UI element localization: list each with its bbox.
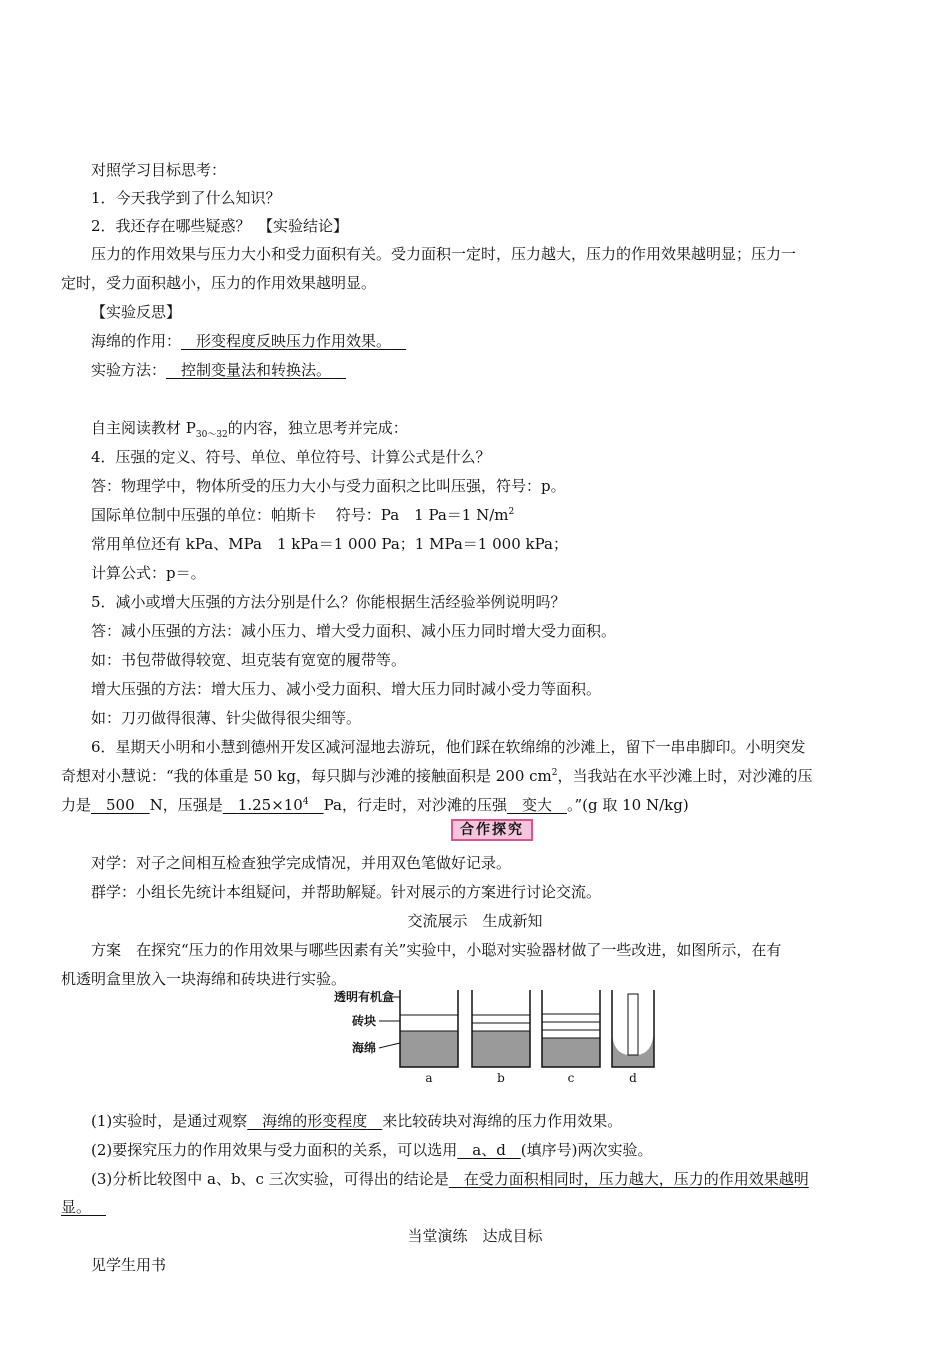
answer-choice: a、d bbox=[472, 1141, 506, 1159]
sponge-c bbox=[542, 1038, 600, 1067]
answer-deformation: 海绵的形变程度 bbox=[262, 1112, 368, 1130]
label-brick: 砖块 bbox=[352, 1014, 377, 1028]
example-increase: 如：刀刃做得很薄、针尖做得很尖细等。 bbox=[91, 709, 362, 727]
plan-line-1: 方案 在探究“压力的作用效果与哪些因素有关”实验中，小聪对实验器材做了一些改进，如图所示，在有 bbox=[91, 941, 782, 959]
pressure-answer: $1.25\times 10^4$ bbox=[237, 796, 309, 814]
section-heading-practice: 当堂演练 达成目标 bbox=[407, 1227, 543, 1245]
question-6-line-1: 6．星期天小明和小慧到德州开发区减河湿地去游玩，他们踩在软绵绵的沙滩上，留下一串串脚印。小明突发 bbox=[91, 738, 806, 756]
reflection-heading: 【实验反思】 bbox=[91, 303, 182, 321]
container-a bbox=[400, 990, 458, 1067]
example-reduce: 如：书包带做得较宽、坦克装有宽宽的履带等。 bbox=[91, 651, 407, 669]
conclusion-line-1: 压力的作用效果与压力大小和受力面积有关。受力面积一定时，压力越大，压力的作用效果越明显；压力一 bbox=[91, 245, 797, 263]
method-answer: 控制变量法和转换法。 bbox=[181, 361, 332, 379]
sub-question-1: (1)实验时，是通过观察 海绵的形变程度 来比较砖块对海绵的压力作用效果。 bbox=[91, 1112, 623, 1130]
sponge-role-label: 海绵的作用： bbox=[91, 332, 182, 350]
pair-study-line: 对学：对子之间相互检查独学完成情况，并用双色笔做好记录。 bbox=[91, 854, 512, 872]
sub-question-3-cont bbox=[61, 1197, 106, 1217]
brick-c2 bbox=[542, 1022, 600, 1030]
caption-d: d bbox=[629, 1071, 637, 1085]
question-5: 5．减小或增大压强的方法分别是什么？你能根据生活经验举例说明吗？ bbox=[91, 593, 566, 611]
brick-d bbox=[628, 994, 638, 1055]
question-2: 2．我还存在哪些疑惑？ 【实验结论】 bbox=[91, 217, 349, 235]
group-study-line: 群学：小组长先统计本组疑问，并帮助解疑。针对展示的方案进行讨论交流。 bbox=[91, 883, 602, 901]
container-b bbox=[472, 990, 530, 1067]
common-units-line: 常用单位还有 kPa、MPa 1 kPa＝1 000 Pa；1 MPa＝1 000 kPa； bbox=[91, 535, 568, 553]
question-1: 1．今天我学到了什么知识？ bbox=[91, 189, 281, 207]
leader-sponge bbox=[379, 1043, 400, 1048]
question-6-line-3: 力是 500 N，压强是 $1.25\times 10^4$ Pa，行走时，对沙滩的压强 变大 。”(g 取 10 N/kg) bbox=[61, 796, 689, 814]
caption-c: c bbox=[567, 1071, 575, 1085]
reading-instruction: 自主阅读教材 $P_{30\sim 32}$的内容，独立思考并完成： bbox=[91, 419, 408, 440]
answer-4: 答：物理学中，物体所受的压力大小与受力面积之比叫压强，符号：p。 bbox=[91, 477, 566, 495]
container-d bbox=[612, 990, 654, 1067]
question-4: 4．压强的定义、符号、单位、单位符号、计算公式是什么？ bbox=[91, 448, 491, 466]
sponge-experiment-figure bbox=[332, 988, 672, 1086]
label-sponge: 海绵 bbox=[352, 1041, 377, 1055]
method-label: 实验方法： bbox=[91, 361, 167, 379]
brick-b2 bbox=[472, 1015, 530, 1023]
see-student-book: 见学生用书 bbox=[91, 1256, 167, 1274]
page-range: 30～32 bbox=[195, 430, 228, 440]
sponge-role-answer: 形变程度反映压力作用效果。 bbox=[196, 332, 392, 350]
container-c bbox=[542, 990, 600, 1067]
force-answer: 500 bbox=[106, 796, 135, 814]
sponge-a bbox=[400, 1031, 458, 1067]
caption-b: b bbox=[497, 1071, 505, 1085]
conclusion-line-2: 定时，受力面积越小，压力的作用效果越明显。 bbox=[61, 274, 377, 292]
brick-c3 bbox=[542, 1014, 600, 1022]
answer-5-increase: 增大压强的方法：增大压力、减小受力面积、增大压力同时减小受力等面积。 bbox=[91, 680, 602, 698]
answer-conclusion-end: 显。 bbox=[61, 1198, 92, 1216]
label-transparent-box: 透明有机盒 bbox=[334, 990, 395, 1004]
method-line bbox=[91, 360, 346, 380]
answer-5-reduce: 答：减小压强的方法：减小压力、增大受力面积、减小压力同时增大受力面积。 bbox=[91, 622, 617, 640]
si-unit-line: 国际单位制中压强的单位：帕斯卡 符号：Pa 1 Pa＝1 $N/m^2$ bbox=[91, 506, 515, 524]
answer-conclusion: 在受力面积相同时，压力越大，压力的作用效果越明 bbox=[463, 1170, 809, 1188]
question-6-line-2: 奇想对小慧说：“我的体重是 50 kg，每只脚与沙滩的接触面积是 200 $cm^2$，当我站在水平沙滩上时，对沙滩的压 bbox=[61, 767, 813, 785]
sub-question-3: (3)分析比较图中 a、b、c 三次实验，可得出的结论是 在受力面积相同时，压力越大，压力的作用效果越明 bbox=[91, 1170, 809, 1188]
brick-b1 bbox=[472, 1023, 530, 1031]
formula-line: 计算公式：p＝。 bbox=[91, 564, 206, 582]
walking-pressure-answer: 变大 bbox=[521, 796, 552, 814]
caption-a: a bbox=[425, 1071, 433, 1085]
brick-a bbox=[400, 1015, 458, 1031]
sponge-b bbox=[472, 1031, 530, 1067]
sponge-role-line bbox=[91, 331, 406, 351]
section-heading-exchange: 交流展示 生成新知 bbox=[407, 912, 543, 930]
cooperation-badge: 合作探究 bbox=[451, 819, 533, 841]
sub-question-2: (2)要探究压力的作用效果与受力面积的关系，可以选用 a、d (填序号)两次实验。 bbox=[91, 1141, 653, 1159]
reflect-heading: 对照学习目标思考： bbox=[91, 161, 227, 179]
brick-c1 bbox=[542, 1030, 600, 1038]
plan-line-2: 机透明盒里放入一块海绵和砖块进行实验。 bbox=[61, 970, 347, 988]
